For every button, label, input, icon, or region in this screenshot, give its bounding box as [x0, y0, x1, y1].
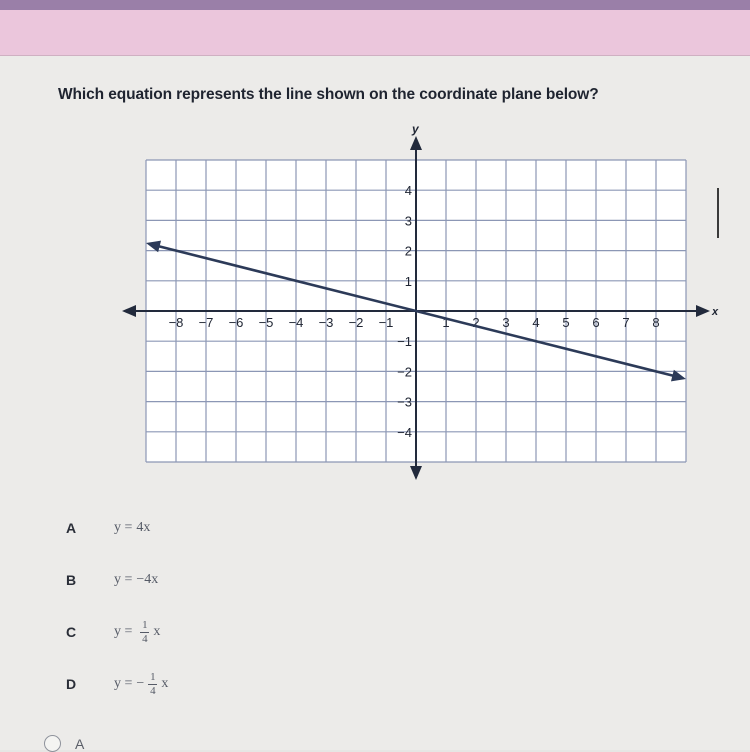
choice-letter: A [66, 520, 77, 536]
x-tick-label: 7 [622, 315, 630, 330]
equation-sign: − [136, 676, 145, 691]
equation-rhs: −4x [136, 572, 159, 587]
answer-option-a[interactable] [44, 735, 84, 752]
x-tick-label: −2 [348, 315, 364, 330]
equation-lhs: y = [114, 624, 133, 639]
x-tick-label: −6 [228, 315, 244, 330]
x-tick-label: 5 [562, 315, 570, 330]
choice-b [66, 560, 158, 600]
equation-lhs: y = [114, 676, 133, 691]
text-cursor [717, 188, 719, 238]
fraction-numerator: 1 [150, 670, 156, 683]
y-tick-label: 3 [404, 213, 412, 229]
x-axis-arrow-left [122, 305, 136, 317]
equation-lhs: y = [114, 520, 133, 535]
y-tick-label: −4 [397, 424, 412, 440]
choice-equation [114, 672, 168, 697]
y-tick-label: 4 [404, 183, 412, 199]
choice-equation [114, 572, 158, 588]
equation-variable: x [153, 624, 161, 639]
y-axis-arrow-down [410, 466, 422, 480]
x-tick-label: −1 [378, 315, 394, 330]
x-tick-label: 2 [472, 315, 480, 330]
equation-rhs: 4x [136, 520, 151, 535]
x-tick-label: 8 [652, 315, 660, 330]
choice-letter: C [66, 624, 77, 640]
radio-button[interactable] [44, 735, 61, 752]
fraction-denominator: 4 [150, 684, 156, 697]
x-axis-arrow-right [696, 305, 710, 317]
y-tick-label: 2 [404, 243, 412, 259]
x-tick-label: −5 [258, 315, 274, 330]
equation-variable: x [161, 676, 169, 691]
choice-equation [114, 520, 150, 536]
x-tick-label: 6 [592, 315, 600, 330]
coordinate-plane [120, 120, 720, 480]
fraction-denominator: 4 [142, 632, 148, 645]
x-tick-label: 3 [502, 315, 510, 330]
x-tick-label: −3 [318, 315, 334, 330]
fraction [140, 620, 149, 645]
x-axis-label: x [712, 306, 719, 318]
equation-lhs: y = [114, 572, 133, 587]
answer-label: A [75, 735, 85, 752]
y-tick-label: −1 [397, 334, 412, 350]
top-bar [0, 0, 750, 10]
choice-d [66, 664, 168, 704]
y-tick-label: −2 [397, 364, 412, 380]
x-tick-label: 1 [442, 315, 450, 330]
x-tick-label: 4 [532, 315, 540, 330]
y-axis-arrow-up [410, 136, 422, 150]
x-tick-label: −4 [288, 315, 304, 330]
choice-c [66, 612, 160, 652]
choice-a [66, 508, 150, 548]
choice-equation [114, 620, 160, 645]
choice-letter: B [66, 572, 77, 588]
fraction-numerator: 1 [142, 618, 148, 631]
fraction [148, 672, 157, 697]
question-text: Which equation represents the line shown on the coordinate plane below? [58, 86, 599, 103]
y-axis-label: y [412, 122, 419, 136]
header-bar [0, 10, 750, 56]
x-tick-label: −7 [198, 315, 214, 330]
choice-letter: D [66, 676, 77, 692]
x-tick-label: −8 [168, 315, 184, 330]
y-tick-label: −3 [397, 394, 412, 410]
y-tick-label: 1 [404, 273, 412, 289]
